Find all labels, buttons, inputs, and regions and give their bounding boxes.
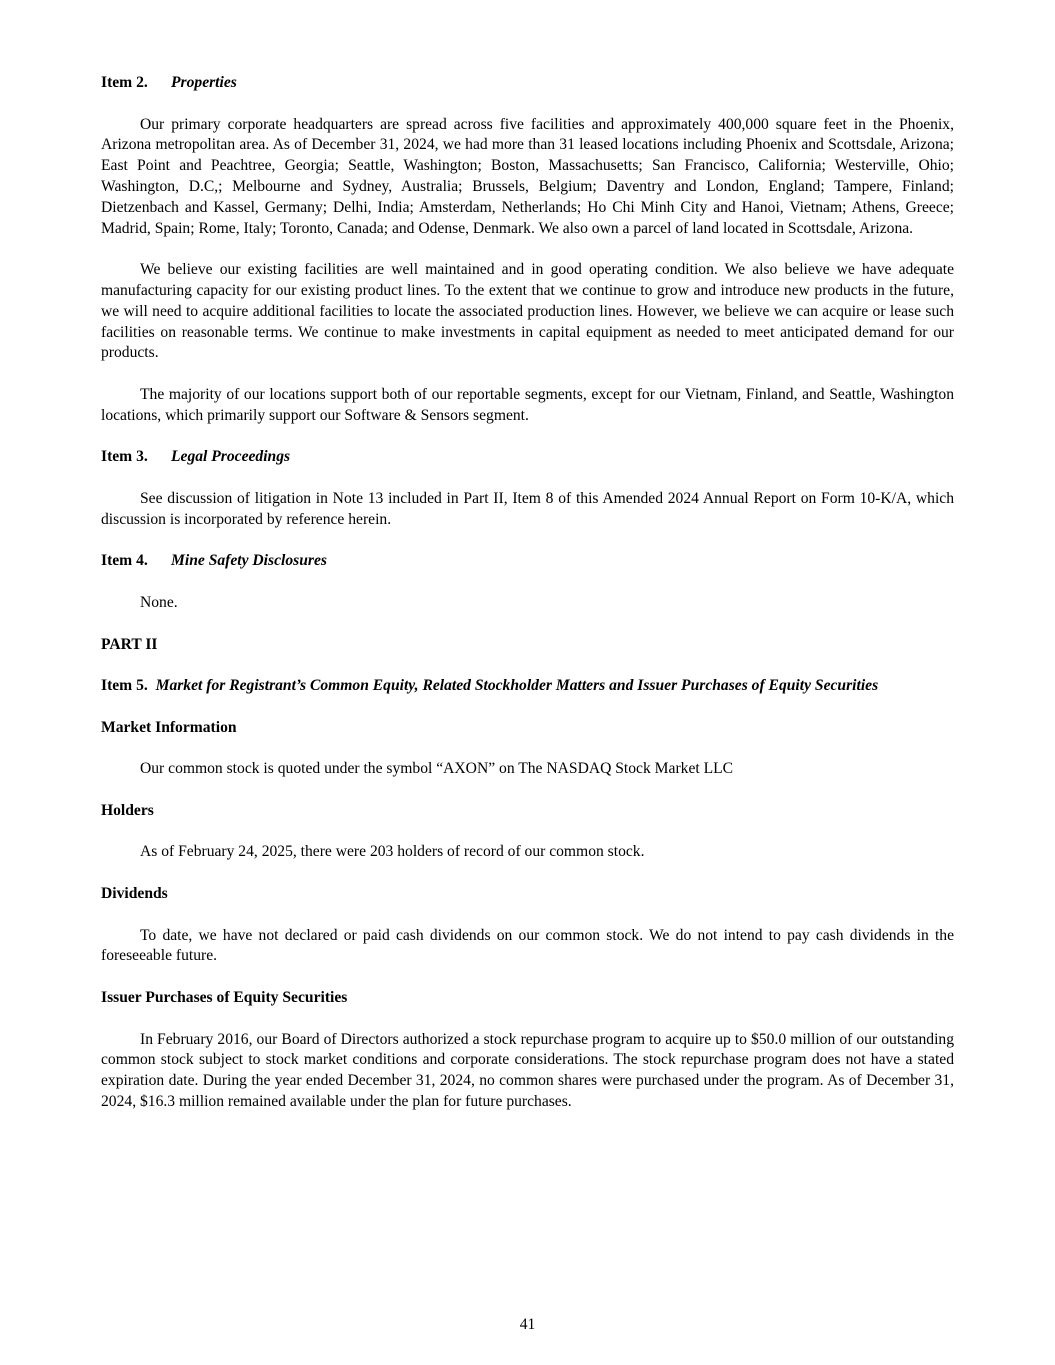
part-2-heading: PART II bbox=[101, 635, 158, 653]
item-3-title: Legal Proceedings bbox=[171, 448, 291, 466]
dividends-paragraph: To date, we have not declared or paid cash dividends on our common stock. We do not intend to pay cash dividends in the foreseeable future. bbox=[101, 926, 954, 965]
item-5-label: Item 5. bbox=[101, 677, 148, 695]
properties-paragraph-3: The majority of our locations support both of our reportable segments, except for our Vietnam, Finland, and Seattle, Washington locations, which primarily support our Software & Sensors segment. bbox=[101, 385, 954, 424]
item-4-title: Mine Safety Disclosures bbox=[171, 552, 327, 570]
properties-paragraph-1: Our primary corporate headquarters are spread across five facilities and approximately 400,000 square feet in the Phoenix, Arizona metropolitan area. As of December 31, 2024, we had more than 31 leased locations including Phoenix and Scottsdale, Arizona; East Point and Peachtree, Georgia; Seattle, Washington; Boston, Massachusetts; San Francisco, California; Westerville, Ohio; Washington, D.C,; Melbourne and Sydney, Australia; Brussels, Belgium; Daventry and London, England; Tampere, Finland; Dietzenbach and Kassel, Germany; Delhi, India; Amsterdam, Netherlands; Ho Chi Minh City and Hanoi, Vietnam; Athens, Greece; Madrid, Spain; Rome, Italy; Toronto, Canada; and Odense, Denmark. We also own a parcel of land located in Scottsdale, Arizona. bbox=[101, 115, 954, 237]
legal-proceedings-paragraph: See discussion of litigation in Note 13 included in Part II, Item 8 of this Amended 2024 Annual Report on Form 10-K/A, which discussion is incorporated by reference herein. bbox=[101, 489, 954, 528]
item-2-heading bbox=[101, 73, 954, 94]
item-5-heading bbox=[101, 676, 954, 697]
item-2-title: Properties bbox=[171, 74, 237, 91]
item-3-label: Item 3. bbox=[101, 448, 148, 466]
market-information-heading: Market Information bbox=[101, 718, 237, 736]
page-number: 41 bbox=[519, 1316, 536, 1333]
item-4-label: Item 4. bbox=[101, 552, 148, 570]
holders-heading: Holders bbox=[101, 801, 154, 819]
item-4-heading bbox=[101, 551, 954, 572]
issuer-purchases-paragraph: In February 2016, our Board of Directors authorized a stock repurchase program to acquire up to $50.0 million of our outstanding common stock subject to stock market conditions and corporate considerations. The stock repurchase program does not have a stated expiration date. During the year ended December 31, 2024, no common shares were purchased under the program. As of December 31, 2024, $16.3 million remained available under the plan for future purchases. bbox=[101, 1030, 954, 1111]
item-3-heading bbox=[101, 447, 954, 468]
holders-paragraph: As of February 24, 2025, there were 203 holders of record of our common stock. bbox=[140, 843, 645, 861]
item-5-title: Market for Registrant’s Common Equity, Related Stockholder Matters and Issuer Purchases of Equity Securities bbox=[155, 677, 879, 695]
properties-paragraph-2: We believe our existing facilities are well maintained and in good operating condition. We also believe we have adequate manufacturing capacity for our existing product lines. To the extent that we continue to grow and introduce new products in the future, we will need to acquire additional facilities to locate the associated production lines. However, we believe we can acquire or lease such facilities on reasonable terms. We continue to make investments in capital equipment as needed to meet anticipated demand for our products. bbox=[101, 261, 954, 362]
document-page bbox=[101, 73, 954, 1113]
item-2-label: Item 2. bbox=[101, 74, 148, 91]
market-information-paragraph: Our common stock is quoted under the symbol “AXON” on The NASDAQ Stock Market LLC bbox=[140, 760, 734, 778]
mine-safety-paragraph: None. bbox=[140, 593, 178, 611]
issuer-purchases-heading: Issuer Purchases of Equity Securities bbox=[101, 989, 348, 1007]
dividends-heading: Dividends bbox=[101, 885, 168, 903]
